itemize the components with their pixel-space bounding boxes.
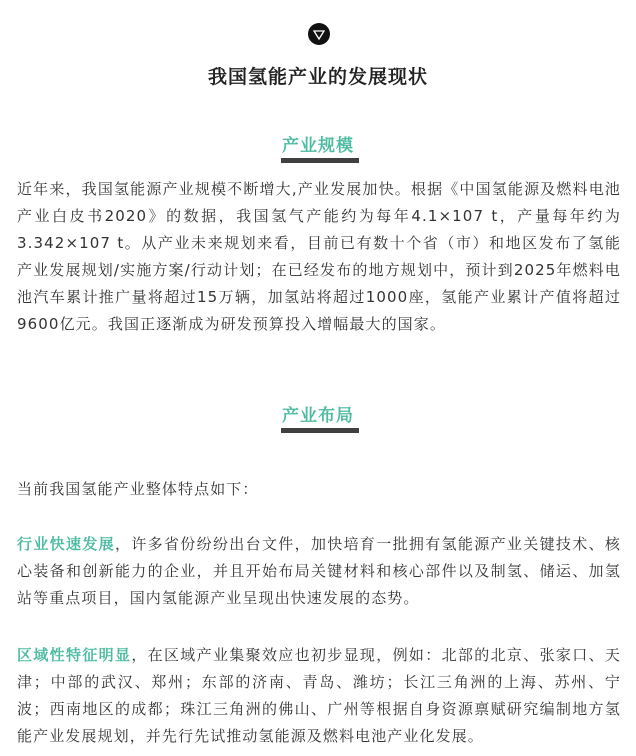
heading-underline	[281, 158, 359, 163]
page-title: 我国氢能产业的发展现状	[207, 66, 428, 88]
point-text: ，在区域产业集聚效应也初步显现，例如：北部的北京、张家口、天津；中部的武汉、郑州；东部的济南、青岛、潍坊；长江三角洲的上海、苏州、宁波；西南地区的成都；珠江三角洲的佛山、广州等根据自身资源禀赋研究编制地方氢能产业发展规划，并先行先试推动氢能源及燃料电池产业化发展。	[17, 646, 621, 745]
point-text: ，许多省份纷纷出台文件，加快培育一批拥有氢能源产业关键技术、核心装备和创新能力的企业，并且开始布局关键材料和核心部件以及制氢、储运、加氢站等重点项目，国内氢能源产业呈现出快速发展的态势。	[17, 535, 621, 607]
heading-underline	[281, 428, 359, 433]
point-industry-growth	[17, 531, 621, 612]
scale-paragraph: 近年来，我国氢能源产业规模不断增大,产业发展加快。根据《中国氢能源及燃料电池产业白皮书2020》的数据，我国氢气产能约为每年4.1×107 t，产量每年约为3.342×107 t。从产业未来规划来看，目前已有数十个省（市）和地区发布了氢能产业发展规划/实施方案/行动计划；在已经发布的地方规划中，预计到2025年燃料电池汽车累计推广量将超过15万辆，加氢站将超过1000座，氢能产业累计产值将超过9600亿元。我国正逐渐成为研发预算投入增幅最大的国家。	[17, 180, 621, 333]
point-highlight: 区域性特征明显	[17, 646, 132, 664]
point-highlight: 行业快速发展	[17, 535, 115, 553]
section-heading-scale: 产业规模	[282, 136, 354, 156]
point-regional-features	[17, 642, 621, 750]
layout-intro: 当前我国氢能产业整体特点如下：	[17, 480, 259, 498]
triangle-down-circle-icon	[308, 23, 330, 45]
section-heading-layout: 产业布局	[282, 406, 354, 426]
